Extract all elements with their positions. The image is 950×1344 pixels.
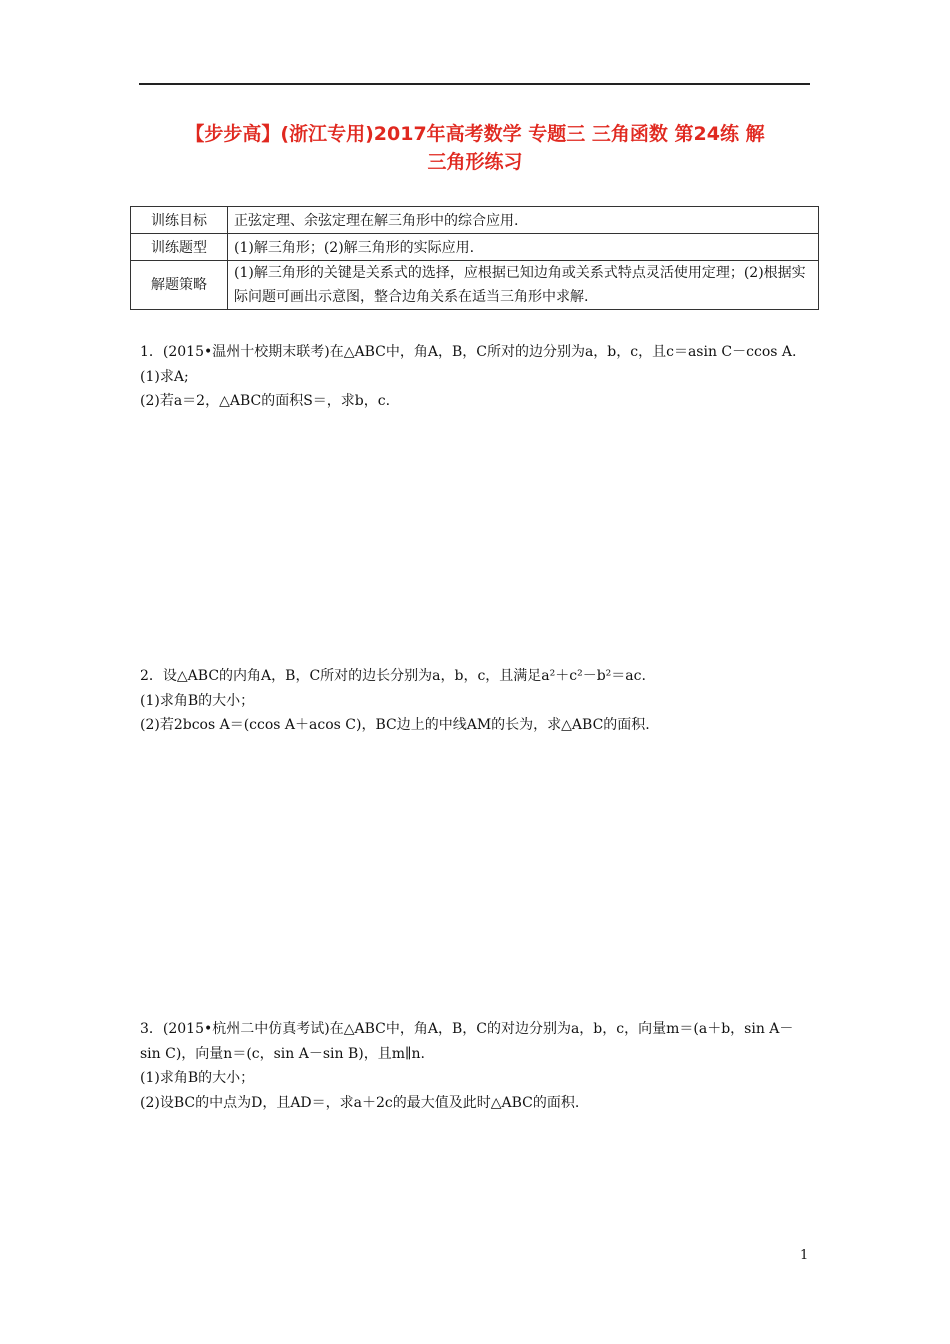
table-cell-label: 训练题型 <box>131 234 228 261</box>
table-row <box>131 261 819 310</box>
title-line-2: 三角形练习 <box>427 151 523 173</box>
page-title <box>140 120 810 176</box>
table-cell-value: (1)解三角形；(2)解三角形的实际应用. <box>228 234 819 261</box>
table-cell-value: 正弦定理、余弦定理在解三角形中的综合应用. <box>228 207 819 234</box>
training-info-table <box>130 206 819 310</box>
table-row <box>131 207 819 234</box>
header-rule <box>139 83 810 85</box>
problem-2-stem: 2．设△ABC的内角A，B，C所对的边长分别为a，b，c，且满足a²＋c²－b²＝ac. <box>140 668 646 684</box>
problem-3-part-2: (2)设BC的中点为D，且AD＝，求a＋2c的最大值及此时△ABC的面积. <box>140 1094 580 1111</box>
problem-3-stem: 3．(2015•杭州二中仿真考试)在△ABC中，角A，B，C的对边分别为a，b，c，向量m＝(a＋b，sin A－sin C)，向量n＝(c，sin A－sin B)，且m∥n. <box>140 1021 794 1062</box>
title-line-1: 【步步高】(浙江专用)2017年高考数学 专题三 三角函数 第24练 解 <box>185 123 765 145</box>
page-number: 1 <box>800 1248 809 1263</box>
problem-3 <box>140 1017 812 1115</box>
table-cell-value: (1)解三角形的关键是关系式的选择，应根据已知边角或关系式特点灵活使用定理；(2)根据实际问题可画出示意图，整合边角关系在适当三角形中求解. <box>228 261 819 310</box>
problem-1-stem: 1．(2015•温州十校期末联考)在△ABC中，角A，B，C所对的边分别为a，b，c，且c＝asin C－ccos A. <box>140 344 797 360</box>
table-cell-label: 训练目标 <box>131 207 228 234</box>
problem-1-part-2: (2)若a＝2，△ABC的面积S＝，求b，c. <box>140 393 391 409</box>
problem-2 <box>140 664 812 738</box>
problem-1 <box>140 340 812 414</box>
table-cell-label: 解题策略 <box>131 261 228 310</box>
table-row <box>131 234 819 261</box>
problem-3-part-1: (1)求角B的大小； <box>140 1070 255 1086</box>
problem-2-part-2: (2)若2bcos A＝(ccos A＋acos C)，BC边上的中线AM的长为，求△ABC的面积. <box>140 717 650 733</box>
problem-2-part-1: (1)求角B的大小； <box>140 692 255 709</box>
problem-1-part-1: (1)求A; <box>140 368 189 385</box>
